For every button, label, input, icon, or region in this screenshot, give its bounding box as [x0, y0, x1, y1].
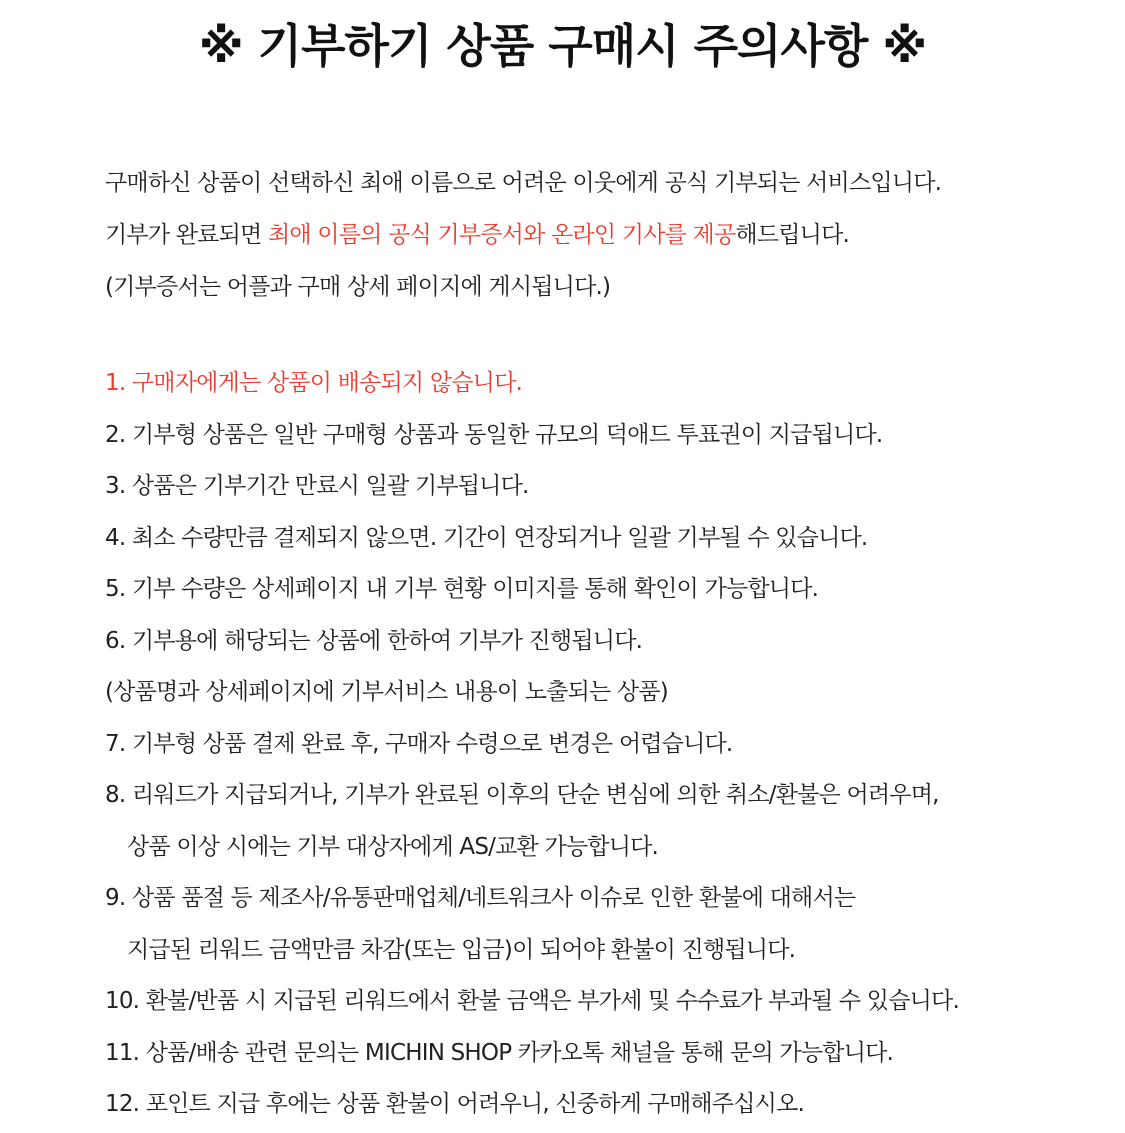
intro-line-2-prefix: 기부가 완료되면: [105, 222, 268, 248]
notice-item-3: 3. 상품은 기부기간 만료시 일괄 기부됩니다.: [105, 473, 529, 499]
notice-item-7: 7. 기부형 상품 결제 완료 후, 구매자 수령으로 변경은 어렵습니다.: [105, 730, 733, 757]
notice-item-6: 6. 기부용에 해당되는 상품에 한하여 기부가 진행됩니다.: [105, 627, 643, 654]
notice-item-4: 4. 최소 수량만큼 결제되지 않으면. 기간이 연장되거나 일괄 기부될 수 있습니다.: [105, 524, 868, 551]
intro-line-2: [105, 212, 1085, 264]
intro-line-3: (기부증서는 어플과 구매 상세 페이지에 게시됩니다.): [105, 274, 611, 300]
notice-item-9-continued: 지급된 리워드 금액만큼 차감(또는 입금)이 되어야 환불이 진행됩니다.: [127, 936, 796, 963]
intro-highlight-text: 최애 이름의 공식 기부증서와 온라인 기사를 제공: [267, 222, 736, 248]
notice-item-8-continued: 상품 이상 시에는 기부 대상자에게 AS/교환 가능합니다.: [127, 833, 659, 860]
notice-item-2: 2. 기부형 상품은 일반 구매형 상품과 동일한 규모의 덕애드 투표권이 지급됩니다.: [105, 421, 883, 448]
notice-item-9: 9. 상품 품절 등 제조사/유통판매업체/네트워크사 이슈로 인한 환불에 대해서는: [105, 885, 856, 911]
notice-item-8: 8. 리워드가 지급되거나, 기부가 완료된 이후의 단순 변심에 의한 취소/환불은 어려우며,: [105, 782, 939, 808]
notice-item-5: 5. 기부 수량은 상세페이지 내 기부 현황 이미지를 통해 확인이 가능합니다.: [105, 576, 819, 602]
intro-line-2-suffix: 해드립니다.: [735, 222, 849, 248]
intro-line-1: 구매하신 상품이 선택하신 최애 이름으로 어려운 이웃에게 공식 기부되는 서비스입니다.: [105, 170, 942, 196]
notice-item-12: 12. 포인트 지급 후에는 상품 환불이 어려우니, 신중하게 구매해주십시오.: [105, 1091, 804, 1117]
intro-section: [105, 160, 1085, 316]
page-title: ※ 기부하기 상품 구매시 주의사항 ※: [198, 19, 927, 73]
notice-item-11: 11. 상품/배송 관련 문의는 MICHIN SHOP 카카오톡 채널을 통해 문의 가능합니다.: [105, 1039, 894, 1066]
notice-item-1: 1. 구매자에게는 상품이 배송되지 않습니다.: [105, 370, 523, 396]
notice-item-10: 10. 환불/반품 시 지급된 리워드에서 환불 금액은 부가세 및 수수료가 부과될 수 있습니다.: [105, 988, 959, 1014]
notice-item-6-note: (상품명과 상세페이지에 기부서비스 내용이 노출되는 상품): [105, 679, 668, 705]
notice-list: [105, 360, 1095, 1133]
